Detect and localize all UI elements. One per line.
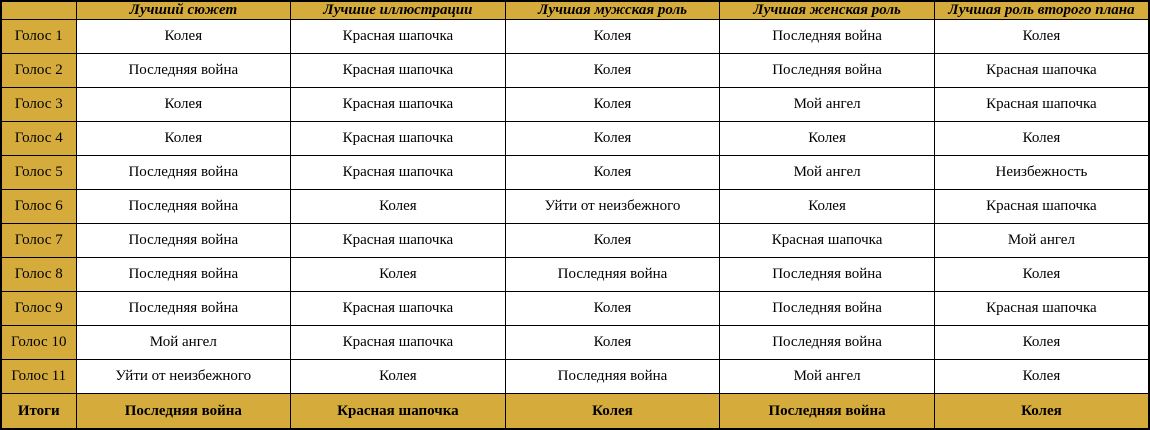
vote-cell: Колея — [934, 326, 1149, 360]
totals-row-label: Итоги — [1, 394, 76, 429]
vote-cell: Колея — [505, 54, 720, 88]
vote-cell: Колея — [505, 326, 720, 360]
vote-row-label: Голос 5 — [1, 156, 76, 190]
vote-cell: Колея — [505, 88, 720, 122]
vote-cell: Колея — [505, 122, 720, 156]
vote-row-label: Голос 9 — [1, 292, 76, 326]
vote-cell: Колея — [505, 156, 720, 190]
vote-row-label: Голос 8 — [1, 258, 76, 292]
vote-cell: Мой ангел — [720, 360, 935, 394]
vote-cell: Колея — [720, 122, 935, 156]
vote-cell: Колея — [505, 292, 720, 326]
vote-cell: Колея — [720, 190, 935, 224]
vote-row — [1, 88, 1149, 122]
vote-row — [1, 258, 1149, 292]
vote-cell: Красная шапочка — [291, 292, 506, 326]
column-header: Лучший сюжет — [76, 1, 291, 20]
vote-cell: Уйти от неизбежного — [505, 190, 720, 224]
vote-cell: Красная шапочка — [720, 224, 935, 258]
corner-cell — [1, 1, 76, 20]
vote-cell: Колея — [505, 224, 720, 258]
vote-cell: Последняя война — [720, 258, 935, 292]
totals-cell: Колея — [505, 394, 720, 429]
vote-row-label: Голос 7 — [1, 224, 76, 258]
vote-cell: Последняя война — [76, 292, 291, 326]
totals-cell: Колея — [934, 394, 1149, 429]
totals-row — [1, 394, 1149, 429]
vote-cell: Красная шапочка — [291, 156, 506, 190]
vote-row — [1, 360, 1149, 394]
vote-row — [1, 20, 1149, 54]
vote-cell: Неизбежность — [934, 156, 1149, 190]
vote-cell: Колея — [291, 258, 506, 292]
vote-row — [1, 292, 1149, 326]
vote-cell: Красная шапочка — [934, 88, 1149, 122]
vote-cell: Последняя война — [76, 190, 291, 224]
vote-row — [1, 156, 1149, 190]
vote-cell: Колея — [291, 360, 506, 394]
vote-cell: Красная шапочка — [291, 326, 506, 360]
vote-cell: Последняя война — [720, 292, 935, 326]
column-header: Лучшая роль второго плана — [934, 1, 1149, 20]
vote-cell: Мой ангел — [934, 224, 1149, 258]
vote-cell: Последняя война — [720, 54, 935, 88]
vote-row-label: Голос 1 — [1, 20, 76, 54]
header-row — [1, 1, 1149, 20]
column-header: Лучшая женская роль — [720, 1, 935, 20]
vote-cell: Последняя война — [76, 156, 291, 190]
vote-row — [1, 224, 1149, 258]
vote-row-label: Голос 2 — [1, 54, 76, 88]
vote-cell: Колея — [934, 122, 1149, 156]
vote-cell: Мой ангел — [720, 156, 935, 190]
vote-cell: Колея — [934, 258, 1149, 292]
vote-row-label: Голос 6 — [1, 190, 76, 224]
vote-cell: Колея — [934, 20, 1149, 54]
vote-row — [1, 54, 1149, 88]
vote-cell: Последняя война — [76, 224, 291, 258]
vote-cell: Красная шапочка — [934, 292, 1149, 326]
vote-cell: Уйти от неизбежного — [76, 360, 291, 394]
vote-row-label: Голос 11 — [1, 360, 76, 394]
vote-row-label: Голос 10 — [1, 326, 76, 360]
vote-row — [1, 190, 1149, 224]
totals-cell: Последняя война — [76, 394, 291, 429]
vote-cell: Колея — [76, 20, 291, 54]
vote-cell: Красная шапочка — [291, 224, 506, 258]
vote-cell: Последняя война — [505, 360, 720, 394]
vote-cell: Красная шапочка — [934, 190, 1149, 224]
vote-row-label: Голос 3 — [1, 88, 76, 122]
column-header: Лучшие иллюстрации — [291, 1, 506, 20]
vote-row-label: Голос 4 — [1, 122, 76, 156]
vote-cell: Последняя война — [76, 54, 291, 88]
vote-cell: Последняя война — [720, 326, 935, 360]
totals-cell: Последняя война — [720, 394, 935, 429]
vote-cell: Колея — [76, 88, 291, 122]
vote-cell: Красная шапочка — [934, 54, 1149, 88]
vote-cell: Красная шапочка — [291, 20, 506, 54]
vote-cell: Колея — [291, 190, 506, 224]
vote-cell: Последняя война — [76, 258, 291, 292]
vote-row — [1, 122, 1149, 156]
vote-cell: Мой ангел — [720, 88, 935, 122]
vote-cell: Колея — [505, 20, 720, 54]
vote-cell: Красная шапочка — [291, 122, 506, 156]
column-header: Лучшая мужская роль — [505, 1, 720, 20]
vote-cell: Красная шапочка — [291, 88, 506, 122]
vote-cell: Колея — [76, 122, 291, 156]
vote-cell: Последняя война — [720, 20, 935, 54]
vote-cell: Мой ангел — [76, 326, 291, 360]
totals-cell: Красная шапочка — [291, 394, 506, 429]
vote-cell: Последняя война — [505, 258, 720, 292]
vote-cell: Колея — [934, 360, 1149, 394]
vote-row — [1, 326, 1149, 360]
vote-cell: Красная шапочка — [291, 54, 506, 88]
